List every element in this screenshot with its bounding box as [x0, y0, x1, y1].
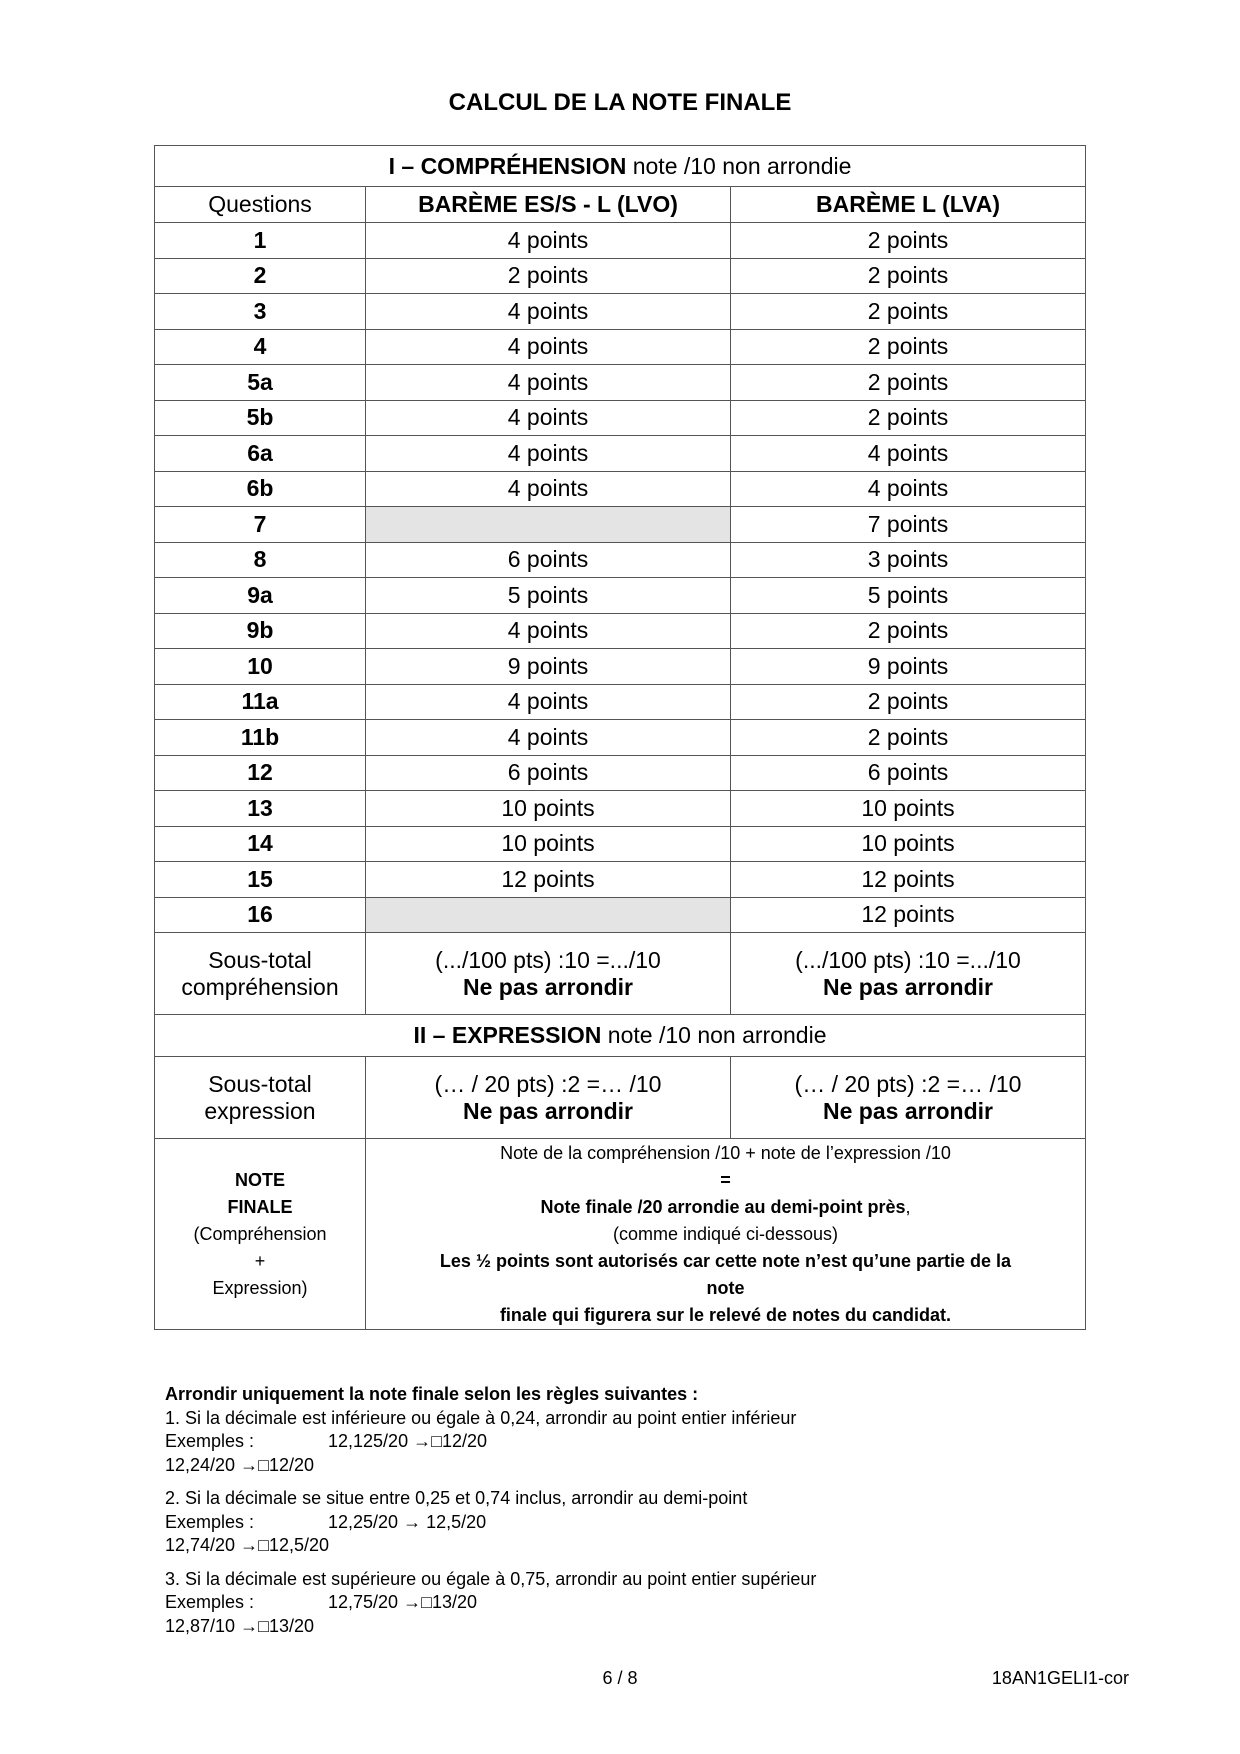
page-title: CALCUL DE LA NOTE FINALE [448, 89, 792, 116]
points-lva: 12 points [731, 862, 1086, 898]
points-lva: 5 points [731, 578, 1086, 614]
points-lvo: 4 points [366, 471, 731, 507]
rule-2-example-1: Exemples : 12,25/20 → 12,5/20 [165, 1511, 487, 1532]
rule-3-example-1: Exemples : 12,75/20 →□13/20 [165, 1592, 477, 1612]
subtotal-comprehension-row [155, 933, 1086, 1015]
points-lva: 2 points [731, 294, 1086, 330]
points-lvo: 4 points [366, 400, 731, 436]
rule-1: 1. Si la décimale est inférieure ou égale à 0,24, arrondir au point entier inférieur [165, 1407, 797, 1428]
points-lva: 2 points [731, 365, 1086, 401]
table-row [155, 791, 1086, 827]
question-number: 10 [155, 649, 366, 685]
question-number: 13 [155, 791, 366, 827]
table-row [155, 471, 1086, 507]
rule-1-example-1: Exemples : 12,125/20 →□12/20 [165, 1431, 487, 1451]
points-lvo: 4 points [366, 365, 731, 401]
subtotal-comprehension-label: Sous-total compréhension [155, 933, 366, 1015]
question-number: 2 [155, 258, 366, 294]
points-lvo: 12 points [366, 862, 731, 898]
question-number: 7 [155, 507, 366, 543]
points-lva: 10 points [731, 791, 1086, 827]
header-bareme-lva: BARÈME L (LVA) [731, 187, 1086, 223]
points-lva: 10 points [731, 826, 1086, 862]
points-lvo: 10 points [366, 791, 731, 827]
subtotal-expression-lva: (… / 20 pts) :2 =… /10 Ne pas arrondir [731, 1057, 1086, 1139]
points-lva: 2 points [731, 258, 1086, 294]
table-row [155, 613, 1086, 649]
question-number: 12 [155, 755, 366, 791]
table-row [155, 826, 1086, 862]
points-lvo: 6 points [366, 755, 731, 791]
table-row [155, 684, 1086, 720]
points-lva: 2 points [731, 720, 1086, 756]
points-lvo [366, 507, 731, 543]
section-expression-row [155, 1015, 1086, 1057]
points-lva: 4 points [731, 436, 1086, 472]
subtotal-expression-label: Sous-total expression [155, 1057, 366, 1139]
question-number: 8 [155, 542, 366, 578]
table-row [155, 400, 1086, 436]
table-row [155, 542, 1086, 578]
table-row [155, 223, 1086, 259]
points-lvo: 4 points [366, 223, 731, 259]
question-number: 6b [155, 471, 366, 507]
section-expression-heading: II – EXPRESSION note /10 non arrondie [155, 1015, 1086, 1057]
table-row [155, 649, 1086, 685]
points-lvo: 4 points [366, 684, 731, 720]
section-comprehension-row [155, 146, 1086, 187]
subtotal-comprehension-lvo: (.../100 pts) :10 =.../10 Ne pas arrondir [366, 933, 731, 1015]
rule-3: 3. Si la décimale est supérieure ou égale à 0,75, arrondir au point entier supérieur [165, 1568, 817, 1589]
question-number: 9a [155, 578, 366, 614]
points-lva: 2 points [731, 400, 1086, 436]
table-row [155, 578, 1086, 614]
table-row [155, 294, 1086, 330]
subtotal-expression-row [155, 1057, 1086, 1139]
points-lva: 2 points [731, 613, 1086, 649]
question-number: 11b [155, 720, 366, 756]
points-lvo: 6 points [366, 542, 731, 578]
question-number: 9b [155, 613, 366, 649]
question-number: 5a [155, 365, 366, 401]
table-row [155, 862, 1086, 898]
points-lvo: 2 points [366, 258, 731, 294]
table-row [155, 755, 1086, 791]
final-grade-row [155, 1139, 1086, 1330]
points-lvo: 4 points [366, 294, 731, 330]
document-code: 18AN1GELI1-cor [991, 1668, 1129, 1688]
question-number: 3 [155, 294, 366, 330]
subtotal-comprehension-lva: (.../100 pts) :10 =.../10 Ne pas arrondir [731, 933, 1086, 1015]
column-header-row [155, 187, 1086, 223]
points-lva: 2 points [731, 684, 1086, 720]
points-lva: 12 points [731, 897, 1086, 933]
points-lvo: 10 points [366, 826, 731, 862]
table-row [155, 329, 1086, 365]
subtotal-expression-lvo: (… / 20 pts) :2 =… /10 Ne pas arrondir [366, 1057, 731, 1139]
header-bareme-lvo: BARÈME ES/S - L (LVO) [366, 187, 731, 223]
page-number: 6 / 8 [602, 1668, 638, 1688]
points-lva: 9 points [731, 649, 1086, 685]
final-grade-description: Note de la compréhension /10 + note de l’expression /10 = Note finale /20 arrondie au demi-point près, (comme indiqué ci-dessous) Les ½ points sont autorisés car cette note n’est qu’une partie de la note finale qui figurera sur le relevé de notes du candidat. [366, 1139, 1086, 1330]
rule-2: 2. Si la décimale se situe entre 0,25 et 0,74 inclus, arrondir au demi-point [165, 1488, 748, 1508]
points-lvo [366, 897, 731, 933]
final-grade-label: NOTE FINALE (Compréhension + Expression) [155, 1139, 366, 1330]
question-number: 15 [155, 862, 366, 898]
rule-1-example-2: 12,24/20 →□12/20 [165, 1454, 314, 1475]
question-number: 11a [155, 684, 366, 720]
points-lva: 6 points [731, 755, 1086, 791]
points-lvo: 9 points [366, 649, 731, 685]
header-questions: Questions [155, 187, 366, 223]
rules-heading: Arrondir uniquement la note finale selon les règles suivantes : [165, 1384, 699, 1404]
question-number: 4 [155, 329, 366, 365]
table-row [155, 258, 1086, 294]
table-row [155, 365, 1086, 401]
table-row [155, 507, 1086, 543]
rounding-rules [165, 1383, 1065, 1638]
rule-2-example-2: 12,74/20 →□12,5/20 [165, 1535, 329, 1555]
question-number: 5b [155, 400, 366, 436]
points-lva: 3 points [731, 542, 1086, 578]
question-number: 6a [155, 436, 366, 472]
question-number: 14 [155, 826, 366, 862]
points-lva: 2 points [731, 329, 1086, 365]
points-lvo: 4 points [366, 613, 731, 649]
points-lvo: 5 points [366, 578, 731, 614]
points-lvo: 4 points [366, 436, 731, 472]
grading-table [154, 145, 1086, 1330]
points-lva: 7 points [731, 507, 1086, 543]
table-row [155, 897, 1086, 933]
rule-3-example-2: 12,87/10 →□13/20 [165, 1615, 314, 1636]
table-row [155, 720, 1086, 756]
points-lva: 4 points [731, 471, 1086, 507]
points-lvo: 4 points [366, 329, 731, 365]
section-comprehension-heading: I – COMPRÉHENSION note /10 non arrondie [155, 146, 1086, 187]
points-lva: 2 points [731, 223, 1086, 259]
question-number: 1 [155, 223, 366, 259]
table-row [155, 436, 1086, 472]
question-number: 16 [155, 897, 366, 933]
points-lvo: 4 points [366, 720, 731, 756]
